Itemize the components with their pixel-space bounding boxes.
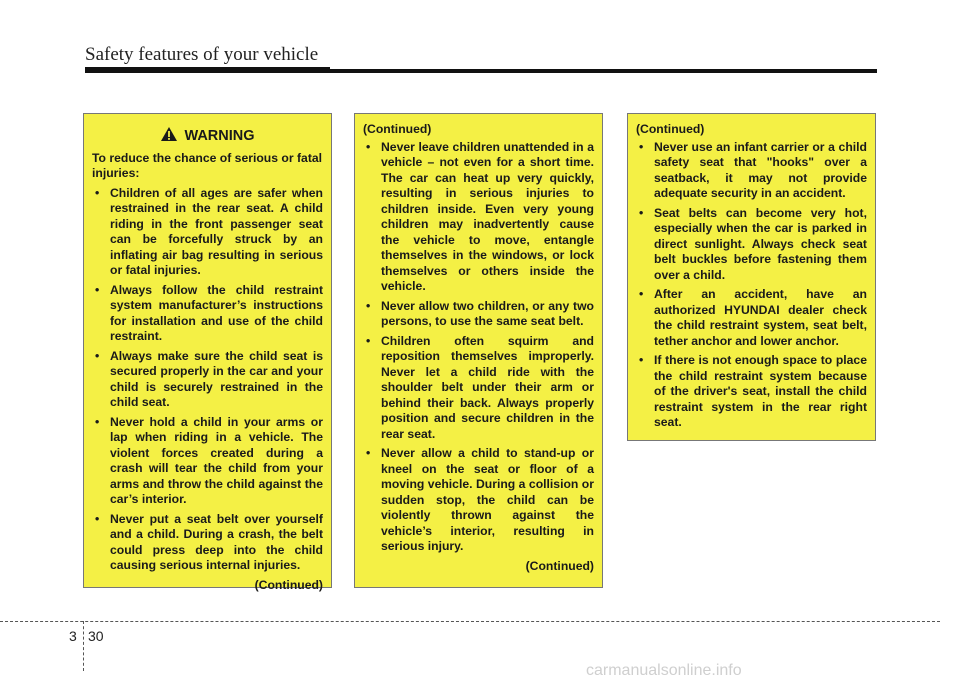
warning-triangle-icon bbox=[160, 126, 178, 147]
chapter-number: 3 bbox=[69, 628, 77, 644]
list-item: • If there is not enough space to place the child restraint system because of the driver's seat, install the child restraint system in the rear right seat. bbox=[636, 353, 867, 431]
list-item: • Never leave children unattended in a vehicle – not even for a short time. The car can heat up very quickly, resulting in serious injuries to children inside. Even very young children may inadvertently cause the vehicle to move, entangle themselves in the windows, or lock themselves or others inside the vehicle. bbox=[363, 140, 594, 295]
list-item: • Always make sure the child seat is secured properly in the car and your child is securely restrained in the child seat. bbox=[92, 349, 323, 411]
list-item: • Never allow two children, or any two persons, to use the same seat belt. bbox=[363, 299, 594, 330]
list-item: • Never hold a child in your arms or lap when riding in a vehicle. The violent forces created during a crash will tear the child from your arms and throw the child against the car’s interior. bbox=[92, 415, 323, 508]
list-item: • Seat belts can become very hot, especially when the car is parked in direct sunlight. Always check seat belt buckles before fastening them over a child. bbox=[636, 206, 867, 284]
list-item: • Children of all ages are safer when restrained in the rear seat. A child riding in the front passenger seat can be forcefully struck by an inflating air bag resulting in serious or fatal injuries. bbox=[92, 186, 323, 279]
warning-list-2 bbox=[363, 140, 594, 555]
continued-label: (Continued) bbox=[636, 122, 705, 136]
warning-box-3 bbox=[627, 113, 876, 441]
warning-intro: To reduce the chance of serious or fatal injuries: bbox=[92, 150, 323, 180]
warning-list-1 bbox=[92, 186, 323, 574]
footer-divider bbox=[83, 621, 84, 671]
page-number: 30 bbox=[88, 628, 104, 644]
list-item: • Never use an infant carrier or a child safety seat that "hooks" over a seatback, it may not provide adequate security in an accident. bbox=[636, 140, 867, 202]
list-item: • Never allow a child to stand-up or kneel on the seat or floor of a moving vehicle. During a collision or sudden stop, the child can be violently thrown against the vehicle’s interior, resulting in serious injury. bbox=[363, 446, 594, 555]
list-item: • Always follow the child restraint system manufacturer’s instructions for installation and use of the child restraint. bbox=[92, 283, 323, 345]
warning-box-2 bbox=[354, 113, 603, 588]
warning-heading bbox=[92, 126, 323, 147]
continued-label: (Continued) bbox=[525, 558, 594, 573]
header-rule-accent bbox=[85, 67, 330, 73]
watermark: carmanualsonline.info bbox=[586, 662, 742, 679]
list-item: • After an accident, have an authorized HYUNDAI dealer check the child restraint system, seat belt, tether anchor and lower anchor. bbox=[636, 287, 867, 349]
footer-rule bbox=[0, 621, 940, 622]
warning-label: WARNING bbox=[184, 127, 255, 144]
warning-list-3 bbox=[636, 140, 867, 431]
continued-label: (Continued) bbox=[363, 122, 432, 136]
page-header-title: Safety features of your vehicle bbox=[85, 44, 319, 65]
list-item: • Never put a seat belt over yourself and a child. During a crash, the belt could press deep into the child causing serious internal injuries. bbox=[92, 512, 323, 574]
continued-label: (Continued) bbox=[254, 577, 323, 592]
list-item: • Children often squirm and reposition themselves improperly. Never let a child ride with the shoulder belt under their arm or behind their back. Always properly position and secure children in the rear seat. bbox=[363, 334, 594, 443]
warning-box-1 bbox=[83, 113, 332, 592]
